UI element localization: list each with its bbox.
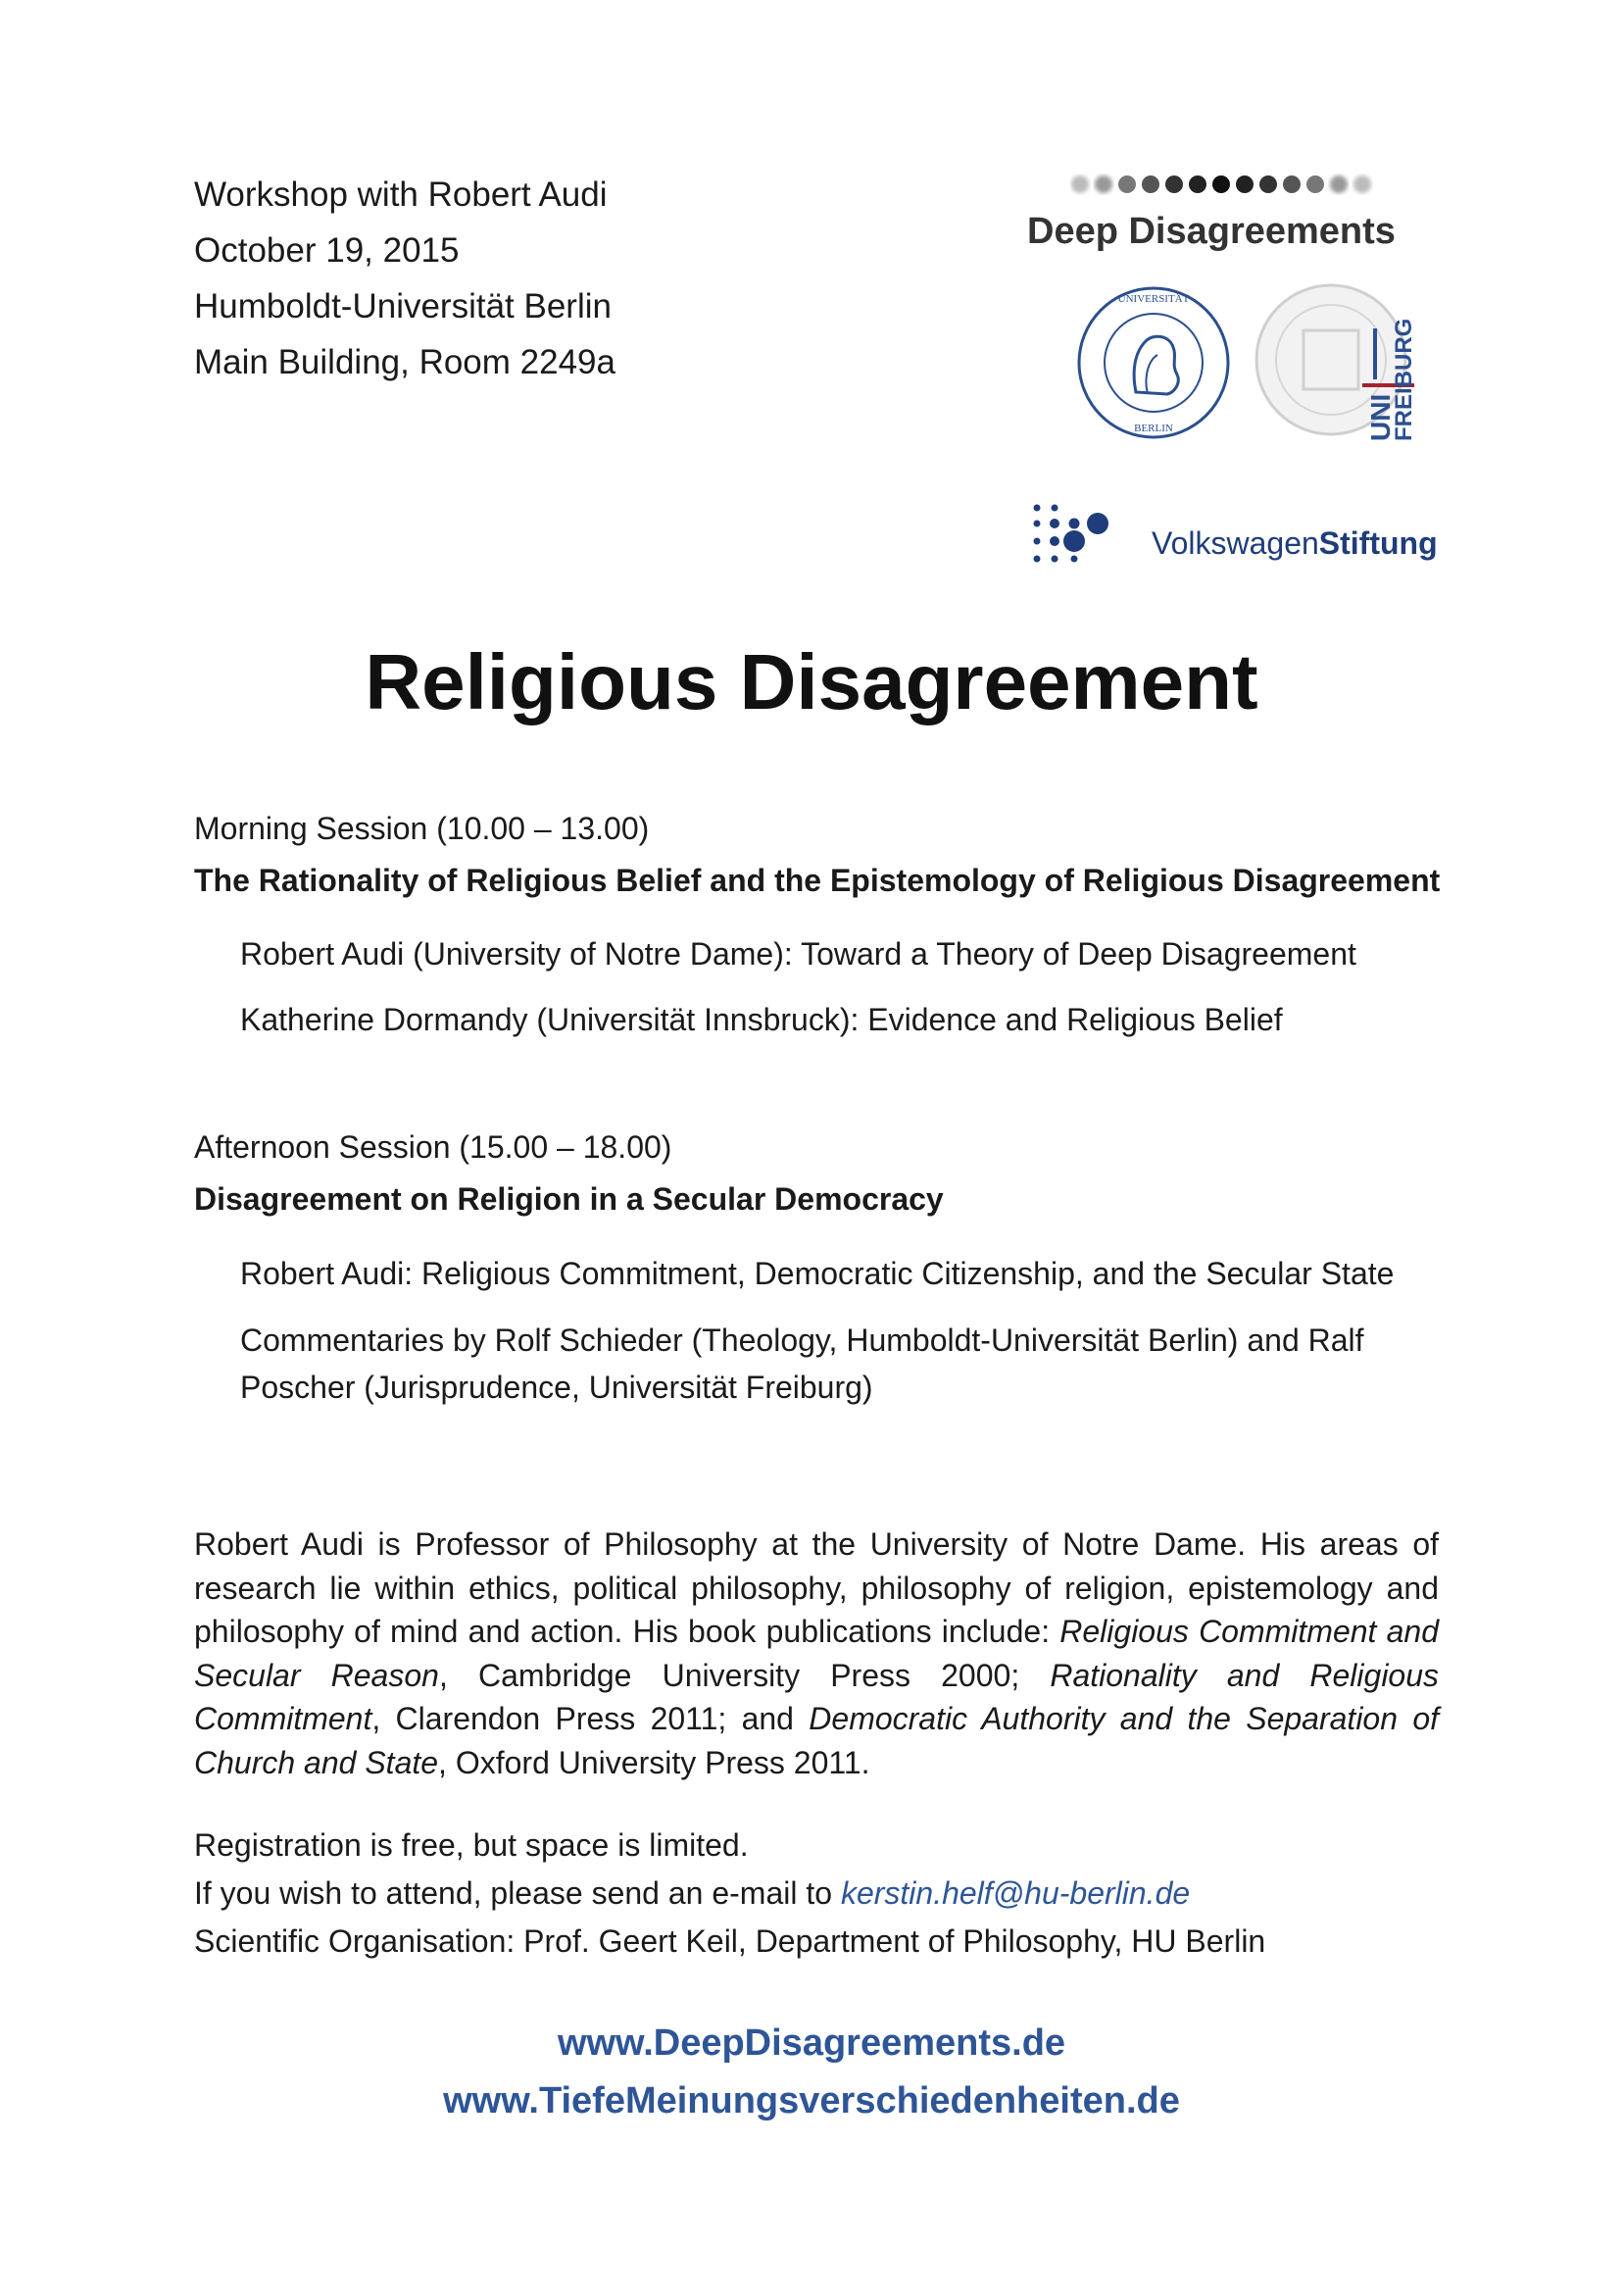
bio-book-3: Democratic Authority and the Separation of Church and State: [194, 1701, 1440, 1780]
vw-text-part1: Volkswagen: [1152, 525, 1319, 561]
website-link-1[interactable]: www.DeepDisagreements.de: [557, 2022, 1066, 2064]
svg-text:BERLIN: BERLIN: [1134, 423, 1173, 434]
bio-text-1: Robert Audi is Professor of Philosophy at the University of Notre Dame. His areas of research lie within ethics, political philosophy, philosophy of religion, epistemology and philosophy of mind and action. His book publications include:: [194, 1526, 1439, 1649]
website-link-2[interactable]: www.TiefeMeinungsverschiedenheiten.de: [443, 2080, 1180, 2121]
morning-session-time: Morning Session (10.00 – 13.00): [194, 811, 650, 846]
volkswagen-stiftung-logo: [1029, 500, 1441, 578]
afternoon-session-title: Disagreement on Religion in a Secular Democracy: [194, 1181, 944, 1217]
vw-text-part2: Stiftung: [1318, 525, 1438, 561]
bio-text-3: , Clarendon Press 2011; and: [371, 1701, 810, 1736]
humboldt-seal-icon: [1075, 284, 1232, 441]
freiburg-seal-icon: [1253, 279, 1419, 446]
afternoon-talk-2-line-2: Poscher (Jurisprudence, Universität Freiburg): [240, 1370, 873, 1405]
afternoon-talk-2-line-1: Commentaries by Rolf Schieder (Theology, Humboldt-Universität Berlin) and Ralf: [240, 1323, 1364, 1358]
registration-email-prefix: If you wish to attend, please send an e-mail to: [194, 1875, 841, 1911]
morning-session-title: The Rationality of Religious Belief and the Epistemology of Religious Disagreement: [194, 863, 1441, 898]
bio-book-2: Rationality and Religious Commitment: [194, 1657, 1440, 1736]
morning-talk-1: Robert Audi (University of Notre Dame): Toward a Theory of Deep Disagreement: [240, 936, 1356, 972]
logo-block: [1019, 162, 1441, 593]
event-info: [194, 167, 615, 390]
bio-text-4: , Oxford University Press 2011.: [438, 1744, 870, 1780]
afternoon-talk-2: [240, 1317, 1364, 1411]
page-title: Religious Disagreement: [365, 638, 1258, 725]
svg-text:UNI: UNI: [1365, 393, 1396, 441]
event-date: October 19, 2015: [194, 231, 460, 270]
deep-disagreements-dots-logo: [1070, 172, 1482, 197]
svg-text:UNIVERSITÄT: UNIVERSITÄT: [1117, 293, 1190, 305]
morning-talk-2: Katherine Dormandy (Universität Innsbruck): Evidence and Religious Belief: [240, 1002, 1283, 1037]
registration-line-1: Registration is free, but space is limited.: [194, 1827, 749, 1863]
registration-email-link[interactable]: kerstin.helf@hu-berlin.de: [840, 1875, 1191, 1911]
speaker-bio: [194, 1522, 1439, 1784]
afternoon-session-time: Afternoon Session (15.00 – 18.00): [194, 1129, 672, 1165]
registration-line-2: [194, 1870, 1265, 1918]
registration-line-3: Scientific Organisation: Prof. Geert Keil, Department of Philosophy, HU Berlin: [194, 1923, 1266, 1959]
event-university: Humboldt-Universität Berlin: [194, 287, 612, 325]
bio-text-2: , Cambridge University Press 2000;: [438, 1657, 1051, 1693]
registration-info: [194, 1822, 1265, 1966]
event-workshop: Workshop with Robert Audi: [194, 175, 608, 214]
deep-disagreements-logo-text: Deep Disagreements: [1027, 211, 1396, 252]
bio-book-1: Religious Commitment and Secular Reason: [194, 1614, 1440, 1693]
svg-text:FREIBURG: FREIBURG: [1391, 318, 1417, 441]
afternoon-talk-1: Robert Audi: Religious Commitment, Democratic Citizenship, and the Secular State: [240, 1256, 1395, 1291]
volkswagen-stiftung-dots-icon: [1029, 500, 1137, 578]
volkswagen-stiftung-text: [1152, 525, 1438, 562]
event-room: Main Building, Room 2249a: [194, 343, 615, 381]
